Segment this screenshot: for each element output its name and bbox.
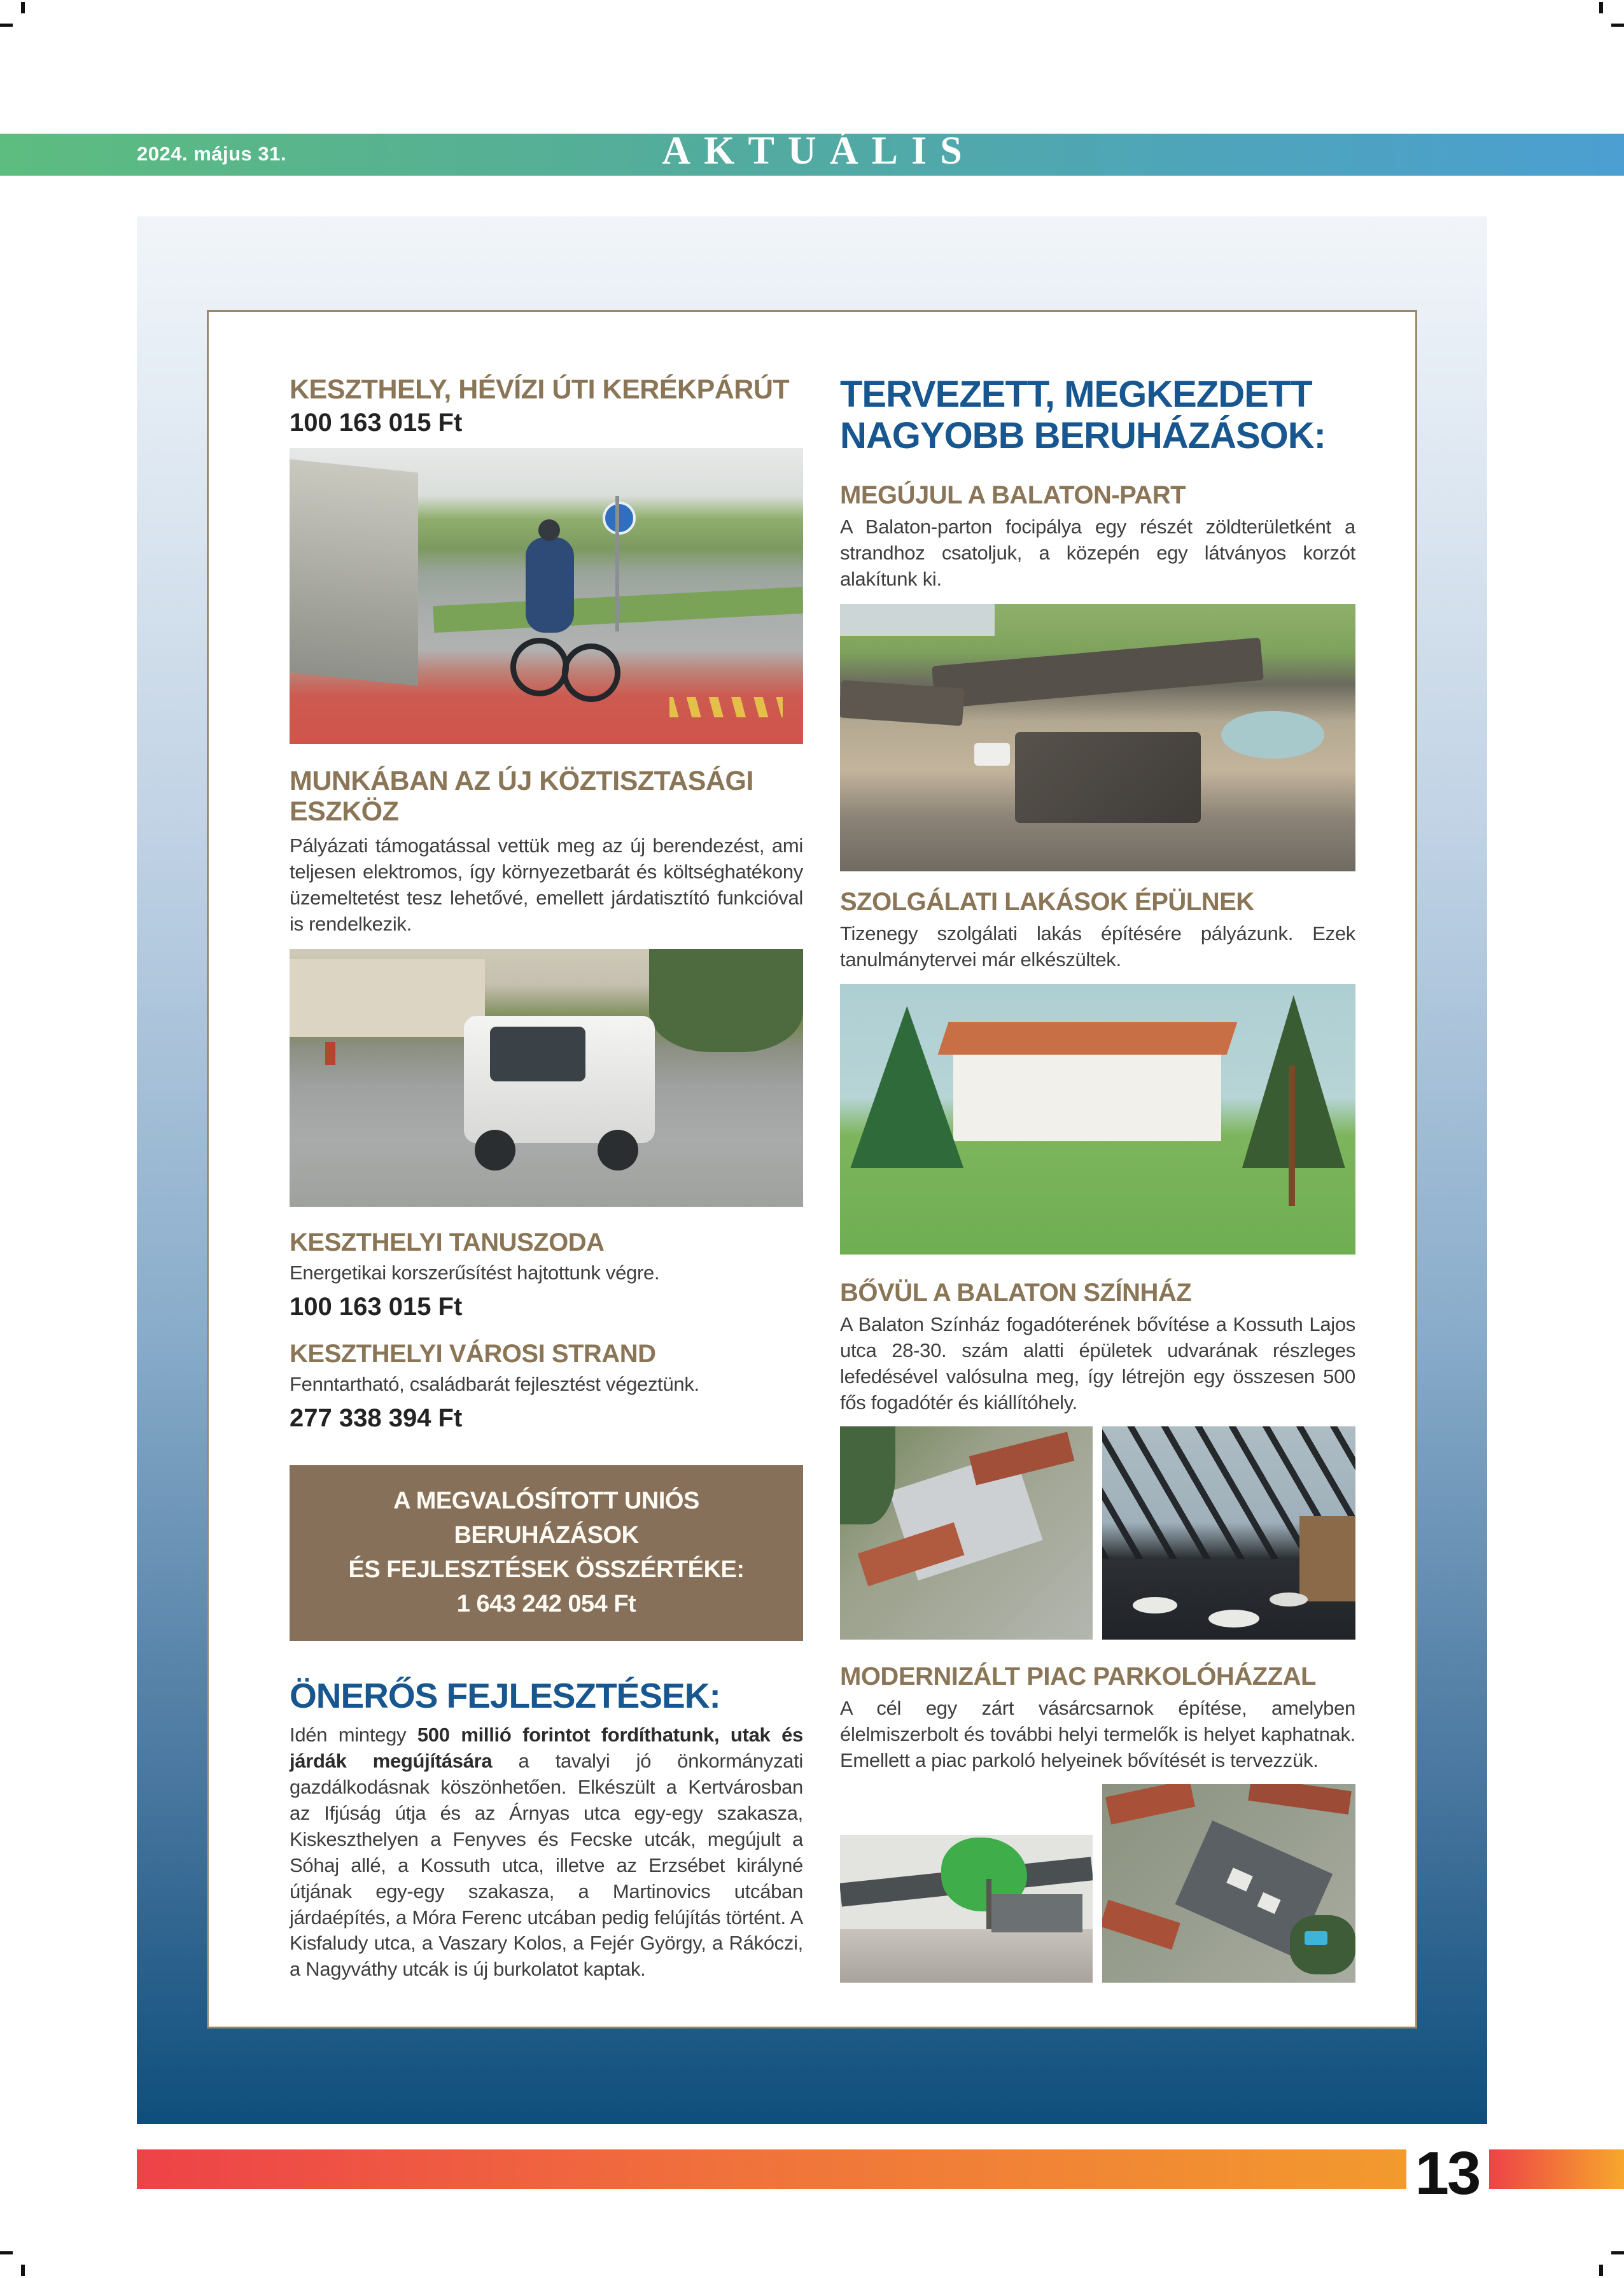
photo-balaton-water [840, 604, 995, 636]
self-funded-lead-start: Idén mintegy [290, 1724, 417, 1747]
szolgalati-title: SZOLGÁLATI LAKÁSOK ÉPÜLNEK [840, 887, 1254, 916]
photo-balaton-pavilion [1015, 732, 1201, 823]
photo-sweeper-building [290, 959, 485, 1037]
photo-lakasok-building [953, 1044, 1221, 1141]
photo-balaton-pond [1221, 711, 1324, 759]
eu-investments-total-box [290, 1465, 803, 1641]
photo-sweeper-brush-left [475, 1130, 515, 1171]
photo-sweeper-brush-right [598, 1130, 638, 1171]
photo-bike-wall [290, 459, 418, 686]
crop-mark-top-left-h [0, 24, 13, 27]
photo-aerial-red-roofs3 [1102, 1900, 1180, 1950]
planned-headline-line1: TERVEZETT, MEGKEZDETT [840, 374, 1312, 415]
self-funded-paragraph [290, 1722, 803, 1983]
photo-market-aerial [1102, 1784, 1355, 1983]
photo-lakasok-roof [938, 1022, 1237, 1055]
footer-gradient-bar [137, 2149, 1406, 2189]
photo-theater-wood-wall [1299, 1516, 1355, 1601]
crop-mark-bottom-left-h [0, 2251, 13, 2254]
photo-lakasok-trunk [1289, 1065, 1295, 1206]
project1-amount: 100 163 015 Ft [290, 409, 463, 437]
photo-street-sweeper [290, 949, 803, 1207]
crop-mark-bottom-right-h [1611, 2251, 1624, 2254]
issue-date: 2024. május 31. [137, 143, 286, 165]
total-box-line2: ÉS FEJLESZTÉSEK ÖSSZÉRTÉKE: [348, 1556, 745, 1583]
photo-theater-interior [1102, 1426, 1355, 1640]
piac-title: MODERNIZÁLT PIAC PARKOLÓHÁZZAL [840, 1663, 1316, 1691]
photo-theater-table2 [1208, 1610, 1259, 1628]
page-number: 13 [1415, 2139, 1480, 2207]
szinhaz-photo-pair [840, 1426, 1355, 1640]
project3-amount: 277 338 394 Ft [290, 1403, 463, 1432]
crop-mark-top-left-v [21, 2, 25, 13]
sweeper-title: MUNKÁBAN AZ ÚJ KÖZTISZTASÁGI ESZKÖZ [290, 766, 753, 827]
photo-bike-signpost [615, 496, 619, 632]
balaton-part-title: MEGÚJUL A BALATON-PART [840, 481, 1186, 509]
balaton-part-body: A Balaton-parton focipálya egy részét zöldterületként a strandhoz csatoljuk, a közepén egy látványos korzót alakítunk ki. [840, 515, 1355, 590]
photo-sweeper-cab [490, 1027, 585, 1081]
piac-photo-pair [840, 1784, 1355, 1983]
self-funded-lead-bold: 500 millió forintot fordíthatunk, utak és járdák megújítására [290, 1724, 803, 1773]
project2-body: Energetikai korszerűsítést hajtottunk végre. [290, 1262, 660, 1284]
left-column [290, 374, 803, 1983]
photo-theater-table3 [1270, 1592, 1308, 1607]
photo-balaton-long-building [932, 638, 1264, 709]
szolgalati-body: Tizenegy szolgálati lakás építésére pályázunk. Ezek tanulmánytervei már elkészültek. [840, 922, 1355, 971]
self-funded-lead-rest: a tavalyi jó önkormányzati gazdálkodásnak köszönhetően. Elkészült a Kertvárosban az Ifjúság útja és az Árnyas utca egy-egy szakasza, Kiskeszthelyen a Fenyves és Fecske utcák, megújult a Sóhaj allé, a Kossuth utca, illetve az Erzsébet királyné útjának egy-egy szakasza, a Martinovics utcában járdaépítés, a Móra Ferenc utcában pedig felújítás történt. A Kisfaludy utca, a Vaszary Kolos, a Fejér György, a Rákóczi, a Nagyváthy utcák is új burkolatot kaptak. [290, 1750, 803, 1981]
photo-market-render [840, 1835, 1093, 1983]
photo-balaton-part-render [840, 604, 1355, 871]
photo-aerial-pool [1305, 1931, 1327, 1945]
photo-sweeper-tree [649, 949, 803, 1052]
photo-bike-cyclist [526, 537, 574, 633]
photo-aerial-red-roofs2 [1248, 1784, 1352, 1815]
footer-gradient-bar-right [1489, 2149, 1624, 2189]
photo-balaton-van [974, 743, 1010, 766]
crop-mark-bottom-right-v [1599, 2265, 1603, 2276]
photo-sweeper-hydrant [325, 1042, 335, 1065]
photo-market-ground [840, 1929, 1093, 1983]
header-bar [0, 129, 1624, 176]
crop-mark-top-right-h [1611, 24, 1624, 27]
planned-headline-line2: NAGYOBB BERUHÁZÁSOK: [840, 414, 1326, 456]
photo-theater-table1 [1133, 1597, 1177, 1614]
photo-market-kiosk [991, 1894, 1082, 1932]
photo-bike-wheel-rear [510, 638, 569, 696]
szinhaz-title: BŐVÜL A BALATON SZÍNHÁZ [840, 1279, 1192, 1307]
project3-title: KESZTHELYI VÁROSI STRAND [290, 1340, 656, 1368]
project3-body: Fenntartható, családbarát fejlesztést végeztünk. [290, 1373, 699, 1395]
article-card [207, 310, 1417, 2028]
photo-bike-helmet [538, 519, 560, 541]
photo-bike-path [290, 448, 803, 744]
total-box-line1: A MEGVALÓSÍTOTT UNIÓS BERUHÁZÁSOK [393, 1487, 699, 1549]
photo-bike-crossing-stripes [669, 697, 783, 718]
section-title: AKTUÁLIS [662, 129, 976, 172]
crop-mark-top-right-v [1599, 2, 1603, 13]
total-box-amount: 1 643 242 054 Ft [456, 1590, 636, 1617]
sweeper-body: Pályázati támogatással vettük meg az új berendezést, ami teljesen elektromos, így környezetbarát és költséghatékony üzemeltetést tesz lehetővé, emellett járdatisztító funkcióval is rendelkezik. [290, 834, 803, 936]
szinhaz-body: A Balaton Színház fogadóterének bővítése a Kossuth Lajos utca 28-30. szám alatti épületek udvarának részleges lefedésével valósulna meg, így létrejön egy összesen 500 fős fogadótér és kiállítóhely. [840, 1313, 1355, 1414]
planned-investments-headline [840, 374, 1355, 457]
project1-title: KESZTHELY, HÉVÍZI ÚTI KERÉKPÁRÚT [290, 374, 790, 405]
project2-amount: 100 163 015 Ft [290, 1293, 463, 1321]
crop-mark-bottom-left-v [21, 2265, 25, 2276]
photo-theater-aerial [840, 1426, 1093, 1640]
photo-aerial-red-roofs1 [1105, 1784, 1195, 1824]
photo-bike-wheel-front [562, 643, 620, 702]
project2-title: KESZTHELYI TANUSZODA [290, 1228, 605, 1257]
photo-service-apartments-render [840, 984, 1355, 1255]
piac-body: A cél egy zárt vásárcsarnok építése, amelyben élelmiszerbolt és további helyi termelők is helyet kaphatnak. Emellett a piac parkoló helyeinek bővítését is tervezzük. [840, 1697, 1355, 1771]
self-funded-title: ÖNERŐS FEJLESZTÉSEK: [290, 1675, 720, 1715]
right-column [840, 374, 1355, 1983]
photo-theater-trees [840, 1426, 895, 1524]
